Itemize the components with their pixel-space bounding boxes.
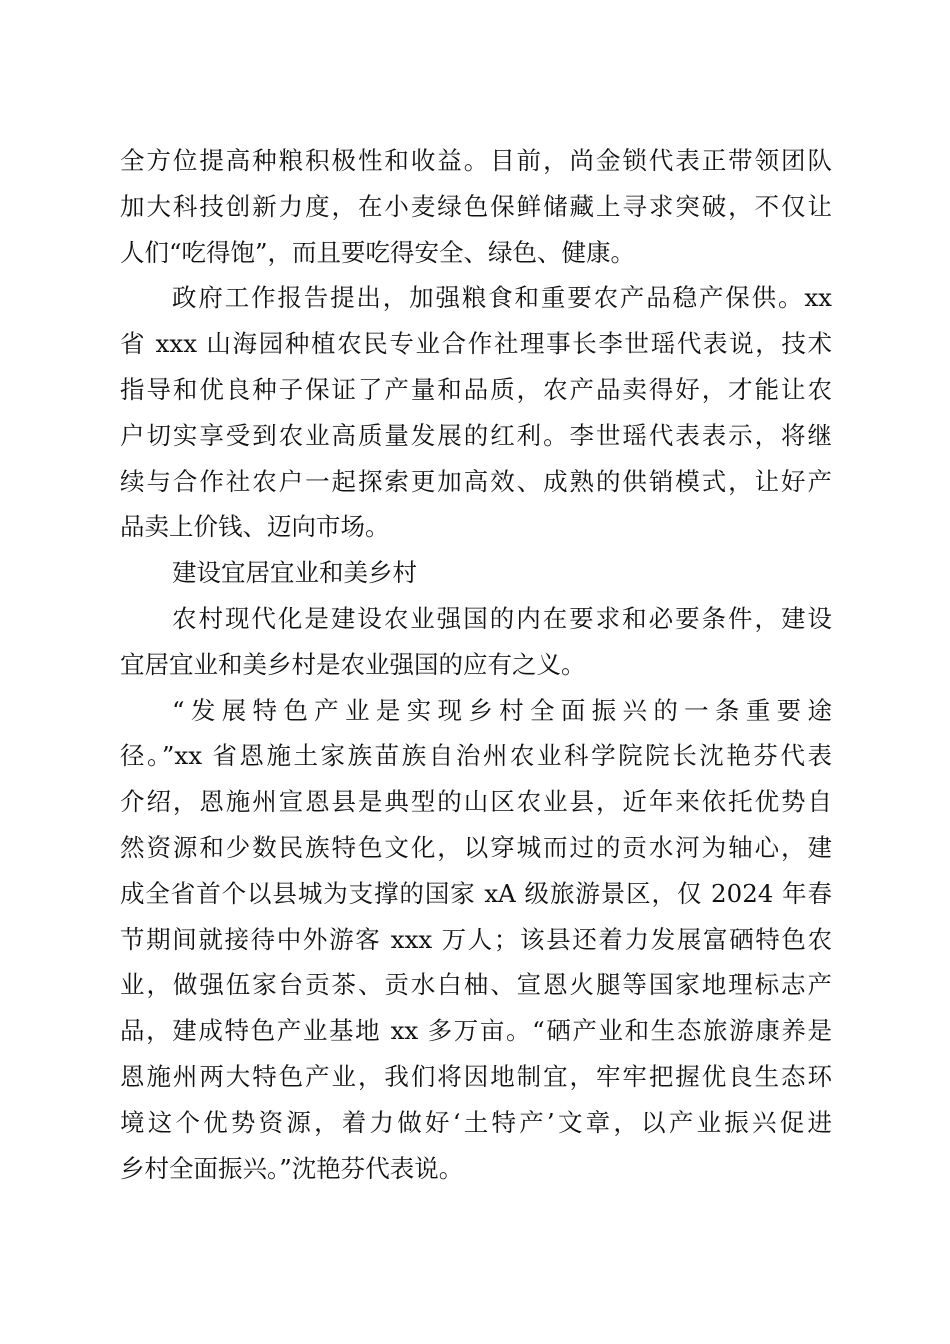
document-body xyxy=(120,138,832,1191)
paragraph-government-report xyxy=(120,275,832,550)
text-line: 全方位提高种粮积极性和收益。目前，尚金锁代表正带领团队 xyxy=(120,146,832,175)
text-line: 指导和优良种子保证了产量和品质，农产品卖得好，才能让农 xyxy=(120,374,832,404)
text-line: 省 xxx 山海园种植农民专业合作社理事长李世瑶代表说，技术 xyxy=(120,329,832,359)
text-line: 恩施州两大特色产业，我们将因地制宜，牢牢把握优良生态环 xyxy=(120,1061,832,1091)
text-line: 乡村全面振兴。”沈艳芬代表说。 xyxy=(120,1153,464,1183)
paragraph-grain-income xyxy=(120,138,832,275)
text-line: 农村现代化是建设农业强国的内在要求和必要条件，建设 xyxy=(172,603,832,633)
text-line: 宜居宜业和美乡村是农业强国的应有之义。 xyxy=(120,649,586,679)
text-line: “发展特色产业是实现乡村全面振兴的一条重要途 xyxy=(172,695,832,725)
text-line: 业，做强伍家台贡茶、贡水白柚、宣恩火腿等国家地理标志产 xyxy=(120,970,832,1000)
section-heading xyxy=(120,550,832,596)
text-line: 介绍，恩施州宣恩县是典型的山区农业县，近年来依托优势自 xyxy=(120,787,832,817)
paragraph-rural-modernization xyxy=(120,596,832,688)
text-line: 续与合作社农户一起探索更加高效、成熟的供销模式，让好产 xyxy=(120,466,832,496)
text-line: 成全省首个以县城为支撑的国家 xA 级旅游景区，仅 2024 年春 xyxy=(120,878,832,908)
text-line: 境这个优势资源，着力做好‘土特产’文章，以产业振兴促进 xyxy=(120,1107,832,1137)
text-line: 人们“吃得饱”，而且要吃得安全、绿色、健康。 xyxy=(120,237,636,267)
text-line: 品，建成特色产业基地 xx 多万亩。“硒产业和生态旅游康养是 xyxy=(120,1016,832,1046)
text-line: 政府工作报告提出，加强粮食和重要农产品稳产保供。xx xyxy=(172,283,832,313)
text-line: 户切实享受到农业高质量发展的红利。李世瑶代表表示，将继 xyxy=(120,420,832,450)
text-line: 加大科技创新力度，在小麦绿色保鲜储藏上寻求突破，不仅让 xyxy=(120,191,832,221)
text-line: 品卖上价钱、迈向市场。 xyxy=(120,512,390,542)
text-line: 然资源和少数民族特色文化，以穿城而过的贡水河为轴心，建 xyxy=(120,832,832,862)
paragraph-specialty-industry xyxy=(120,688,832,1192)
section-heading-text: 建设宜居宜业和美乡村 xyxy=(172,558,417,588)
text-line: 节期间就接待中外游客 xxx 万人；该县还着力发展富硒特色农 xyxy=(120,924,832,954)
text-line: 径。”xx 省恩施土家族苗族自治州农业科学院院长沈艳芬代表 xyxy=(120,741,832,771)
